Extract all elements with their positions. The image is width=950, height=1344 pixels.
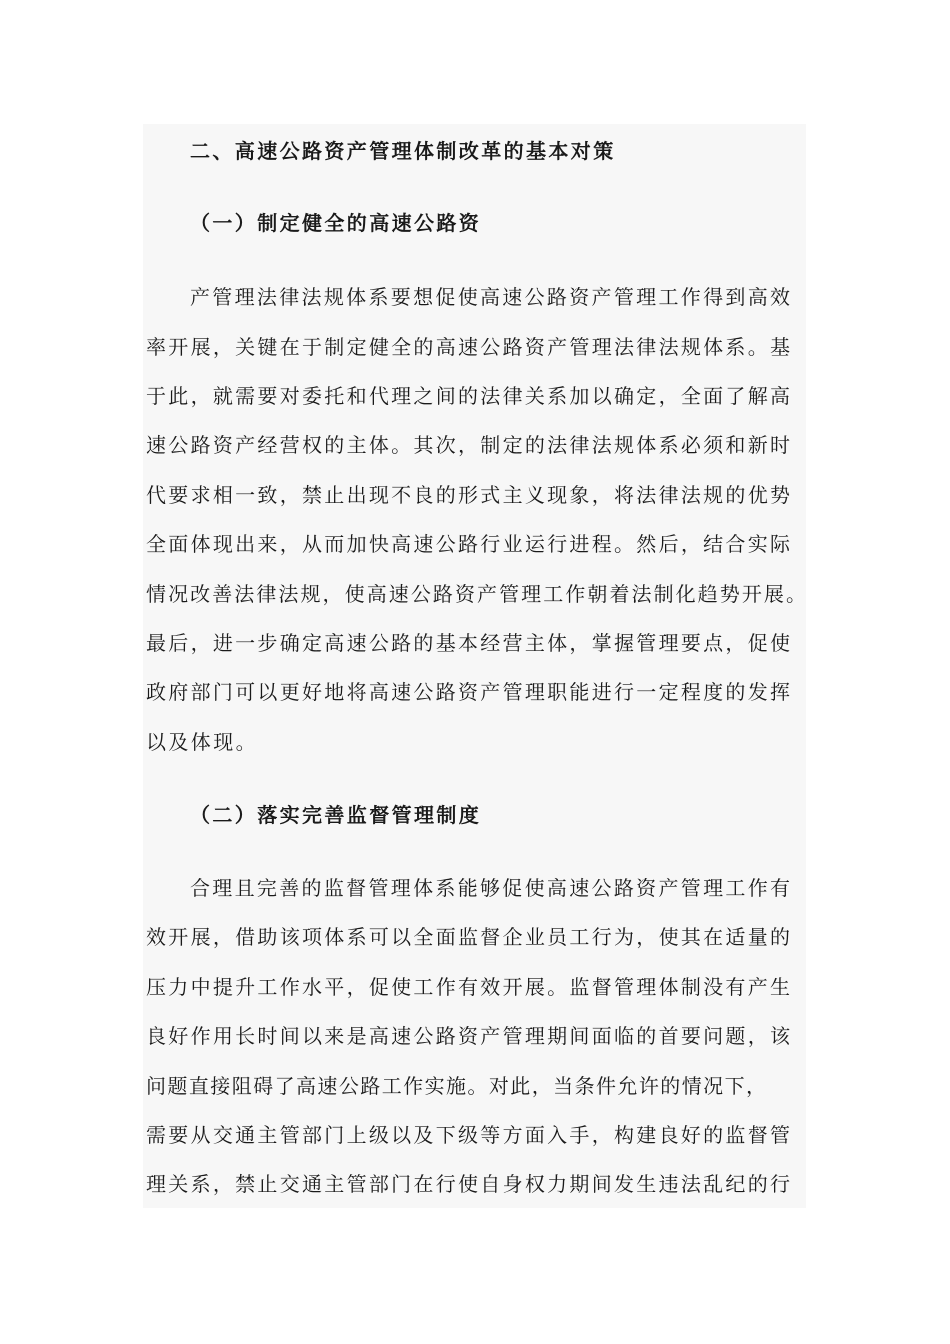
paragraph-1-line-10: 以及体现。 — [146, 730, 258, 754]
paragraph-2-line-1: 合理且完善的监督管理体系能够促使高速公路资产管理工作有 — [190, 876, 790, 900]
subsection-heading-1: （一）制定健全的高速公路资 — [190, 211, 482, 235]
paragraph-2-line-3: 压力中提升工作水平，促使工作有效开展。监督管理体制没有产生 — [146, 975, 790, 999]
paragraph-2-line-4: 良好作用长时间以来是高速公路资产管理期间面临的首要问题，该 — [146, 1024, 790, 1048]
paragraph-1-line-8: 最后，进一步确定高速公路的基本经营主体，掌握管理要点，促使 — [146, 631, 790, 655]
paragraph-1-line-3: 于此，就需要对委托和代理之间的法律关系加以确定，全面了解高 — [146, 384, 790, 408]
paragraph-1-line-4: 速公路资产经营权的主体。其次，制定的法律法规体系必须和新时 — [146, 433, 790, 457]
paragraph-1-line-9: 政府部门可以更好地将高速公路资产管理职能进行一定程度的发挥 — [146, 680, 790, 704]
paragraph-2-line-7: 理关系，禁止交通主管部门在行使自身权力期间发生违法乱纪的行 — [146, 1172, 790, 1196]
paragraph-1-line-7: 情况改善法律法规，使高速公路资产管理工作朝着法制化趋势开展。 — [146, 582, 806, 606]
paragraph-1-line-6: 全面体现出来，从而加快高速公路行业运行进程。然后，结合实际 — [146, 532, 790, 556]
paragraph-1-line-5: 代要求相一致，禁止出现不良的形式主义现象，将法律法规的优势 — [146, 483, 790, 507]
paragraph-2-line-6: 需要从交通主管部门上级以及下级等方面入手，构建良好的监督管 — [146, 1123, 790, 1147]
paragraph-1-line-2: 率开展，关键在于制定健全的高速公路资产管理法律法规体系。基 — [146, 335, 790, 359]
section-heading: 二、高速公路资产管理体制改革的基本对策 — [190, 139, 616, 163]
paragraph-1-line-1: 产管理法律法规体系要想促使高速公路资产管理工作得到高效 — [190, 285, 790, 309]
paragraph-2-line-2: 效开展，借助该项体系可以全面监督企业员工行为，使其在适量的 — [146, 925, 790, 949]
paragraph-2-line-5: 问题直接阻碍了高速公路工作实施。对此，当条件允许的情况下， — [146, 1074, 766, 1098]
subsection-heading-2: （二）落实完善监督管理制度 — [190, 803, 482, 827]
